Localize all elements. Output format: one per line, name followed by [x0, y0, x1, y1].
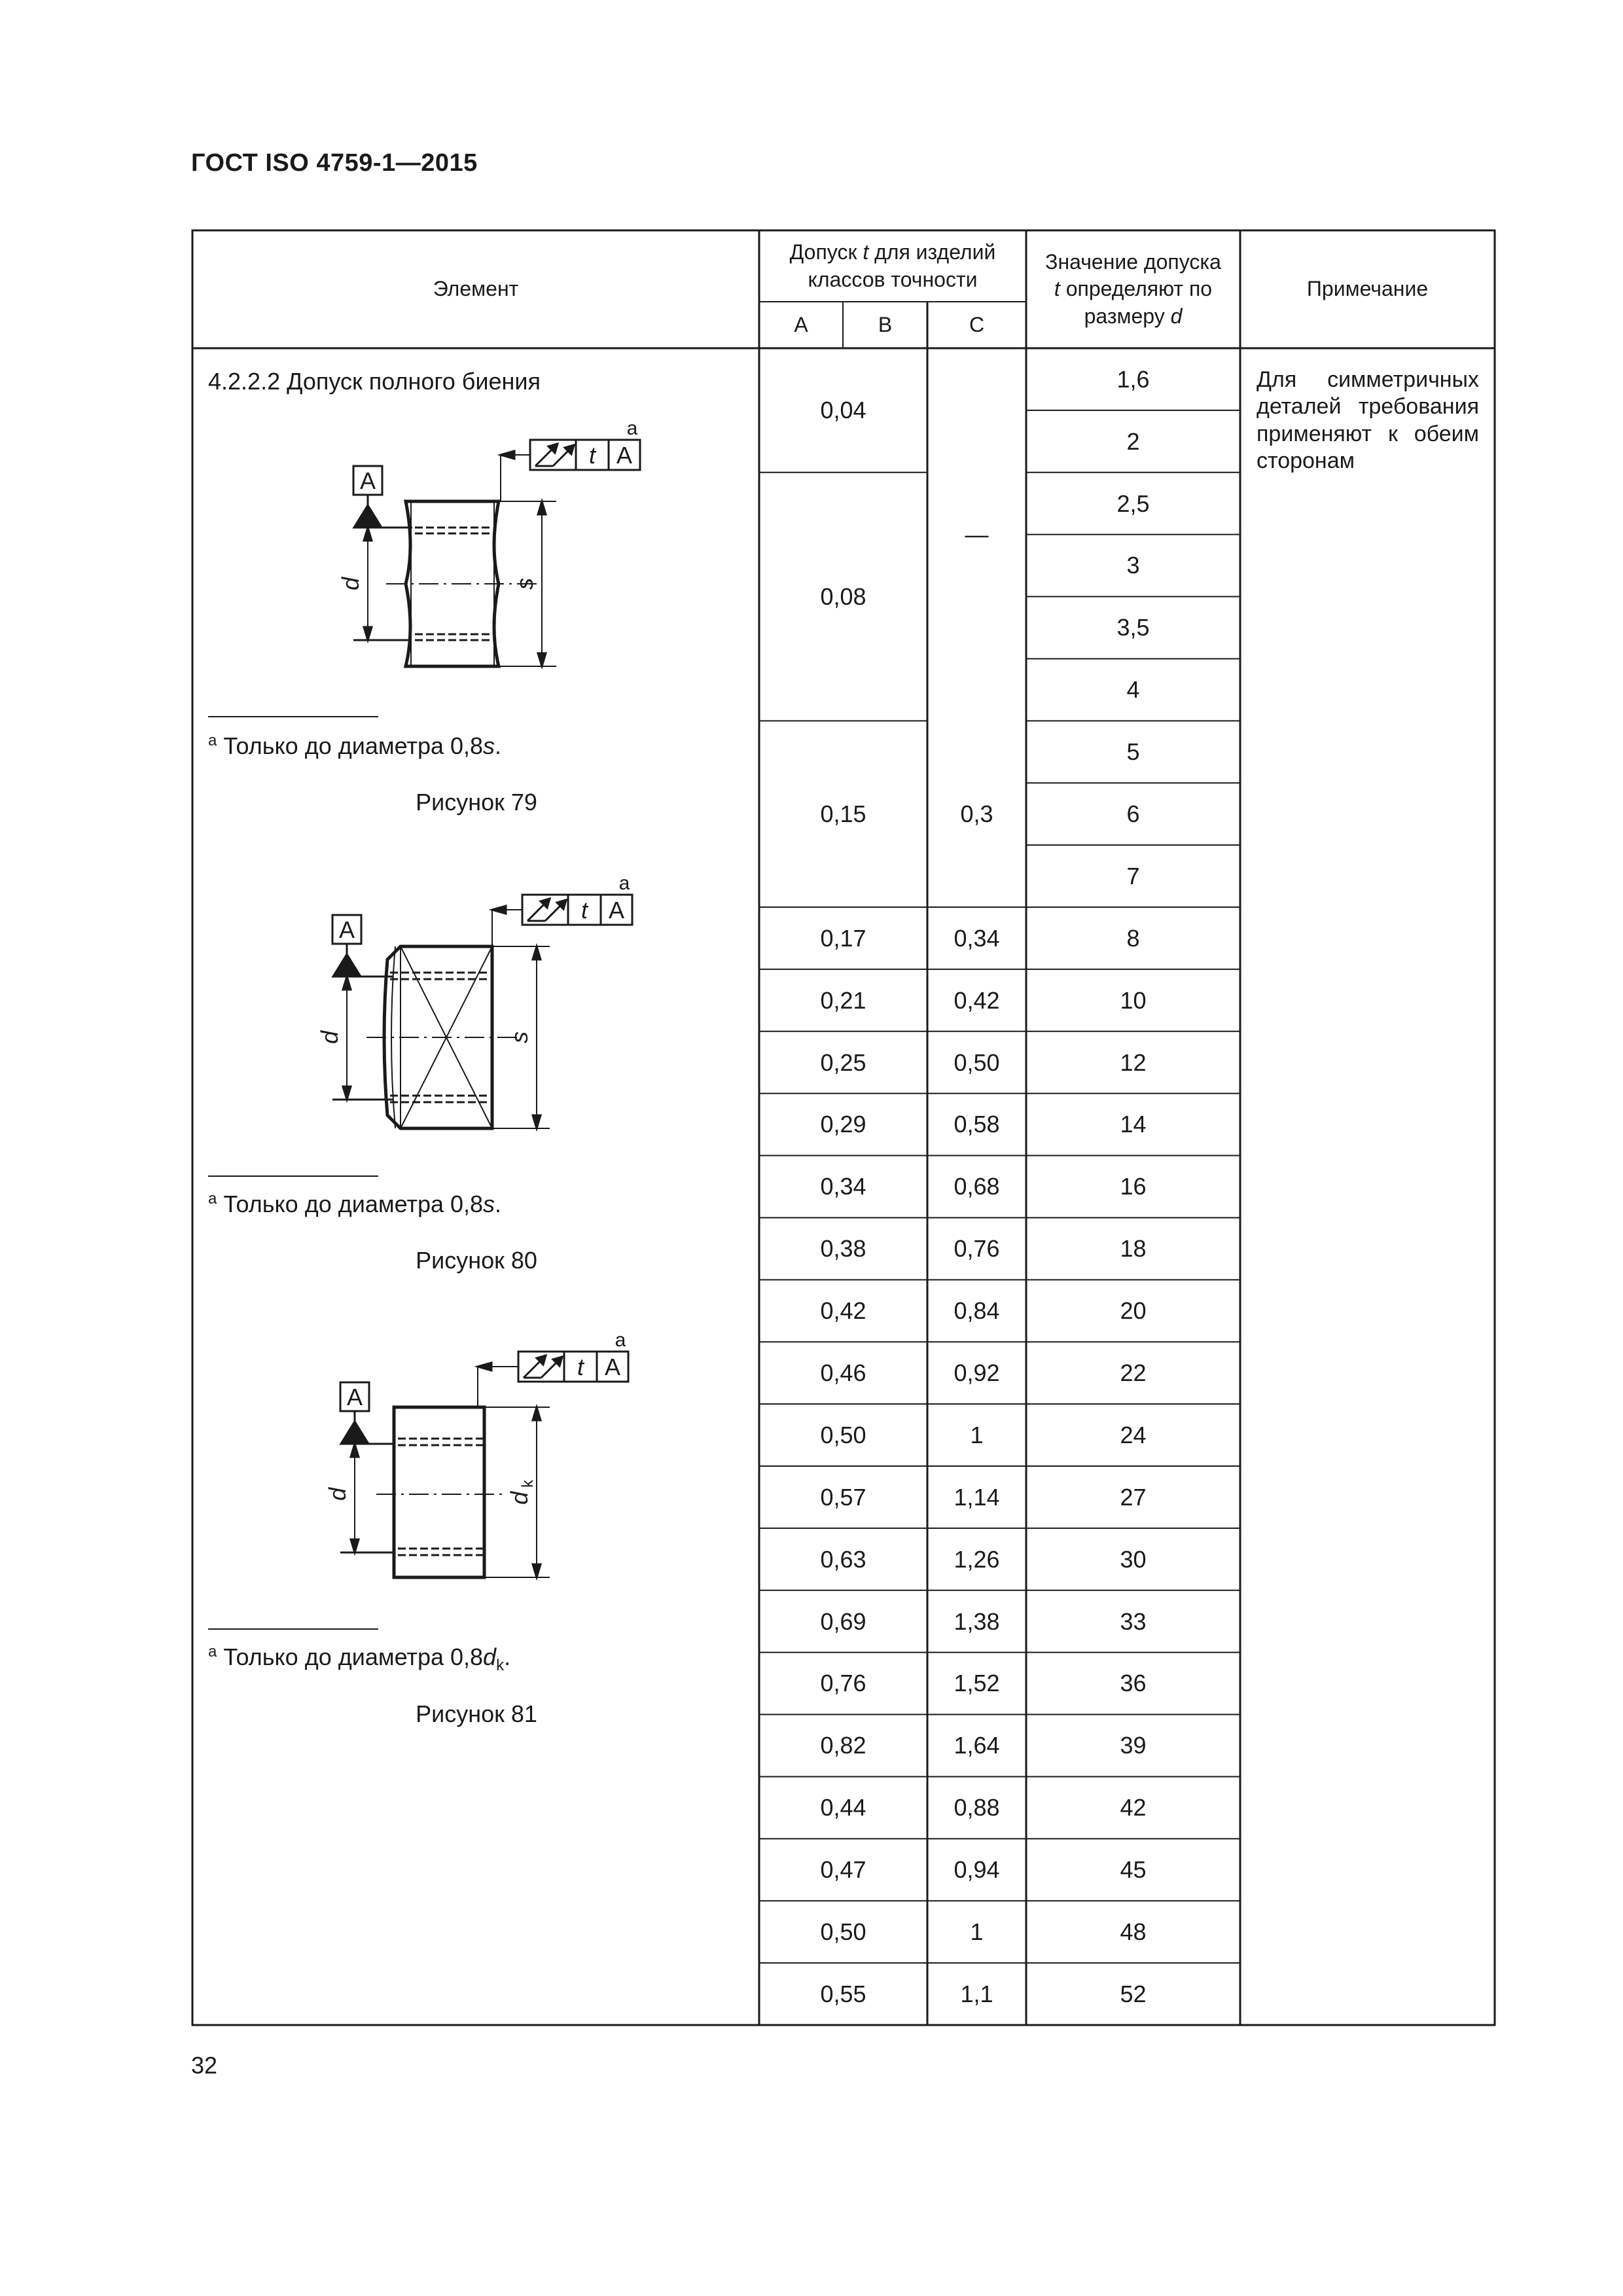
size-value-cell: 3 — [1126, 552, 1140, 579]
size-value-cell: 10 — [1120, 986, 1147, 1014]
size-value-cell: 1,6 — [1116, 365, 1150, 393]
footnote-divider — [208, 1175, 378, 1177]
size-value-cell: 27 — [1120, 1483, 1147, 1511]
caption-figure-81: Рисунок 81 — [416, 1700, 537, 1727]
cell-ab-merged-1: 0,04 — [820, 397, 866, 424]
c-value-cell: 0,84 — [954, 1297, 1000, 1325]
size-value-cell: 5 — [1126, 738, 1140, 766]
footnote-marker: a — [615, 1329, 626, 1351]
dk-subscript: k — [519, 1480, 537, 1488]
ab-value-cell: 0,21 — [820, 986, 866, 1014]
tolerance-symbol: t — [580, 897, 588, 924]
diameter-label: d — [324, 1487, 351, 1501]
note-text: Для симметричных деталей требования применяют к обеим сторонам — [1257, 367, 1479, 474]
dk-label: d — [506, 1491, 533, 1505]
header-class-a: А — [794, 312, 808, 336]
element-heading: 4.2.2.2 Допуск полного биения — [208, 368, 541, 395]
size-value-cell: 3,5 — [1116, 614, 1150, 641]
c-value-cell: 1 — [970, 1918, 984, 1945]
c-value-cell: 1,26 — [954, 1545, 1000, 1573]
header-tolerance-classes: Допуск t для изделий классов точности — [789, 240, 996, 291]
footnote-figure-81: $^a$ Только до диаметра $0,8d_k$. — [208, 1643, 511, 1675]
page-number: 32 — [191, 2052, 218, 2079]
ab-value-cell: 0,82 — [820, 1732, 866, 1759]
footnote-figure-79: $^a$ Только до диаметра 0,8s. — [208, 732, 502, 759]
c-value-cell: 1,38 — [954, 1607, 1000, 1635]
cell-ab-merged-2: 0,08 — [820, 583, 866, 610]
ab-value-cell: 0,34 — [820, 1173, 866, 1200]
c-value-cell: 0,50 — [954, 1049, 1000, 1076]
c-value-cell: 0,68 — [954, 1173, 1000, 1200]
datum-label: A — [359, 467, 376, 494]
tolerance-symbol: t — [588, 442, 596, 469]
size-value-cell: 4 — [1126, 676, 1140, 704]
size-value-cell: 6 — [1126, 800, 1140, 827]
size-value-cell: 22 — [1120, 1359, 1147, 1386]
c-value-cell: 0,42 — [954, 986, 1000, 1014]
c-value-cell: 0,88 — [954, 1794, 1000, 1821]
size-value-cell: 20 — [1120, 1297, 1147, 1325]
ab-value-cell: 0,69 — [820, 1607, 866, 1635]
ab-value-cell: 0,50 — [820, 1421, 866, 1448]
footnote-divider — [208, 1628, 378, 1630]
ab-value-cell: 0,44 — [820, 1794, 866, 1821]
width-label: s — [511, 578, 538, 590]
c-value-cell: 1,64 — [954, 1732, 1000, 1759]
size-value-cell: 45 — [1120, 1856, 1147, 1884]
datum-label: A — [346, 1384, 363, 1410]
ab-value-cell: 0,57 — [820, 1483, 866, 1511]
size-value-cell: 36 — [1120, 1670, 1147, 1697]
c-value-cell: 0,76 — [954, 1235, 1000, 1263]
size-value-cell: 14 — [1120, 1111, 1147, 1138]
ab-value-cell: 0,50 — [820, 1918, 866, 1945]
size-value-cell: 52 — [1120, 1980, 1147, 2007]
cell-ab-merged-3: 0,15 — [820, 800, 866, 827]
footnote-marker: a — [626, 418, 638, 439]
datum-label: A — [338, 916, 355, 943]
size-value-cell: 2 — [1126, 427, 1140, 455]
size-value-cell: 24 — [1120, 1421, 1147, 1448]
ab-value-cell: 0,55 — [820, 1980, 866, 2007]
size-value-cell: 42 — [1120, 1794, 1147, 1821]
footnote-divider — [208, 716, 378, 717]
ab-value-cell: 0,46 — [820, 1359, 866, 1386]
footnote-figure-80: $^a$ Только до диаметра 0,8s. — [208, 1190, 502, 1217]
tolerance-symbol: t — [577, 1354, 584, 1380]
header-note: Примечание — [1306, 277, 1429, 301]
diameter-label: d — [316, 1030, 343, 1045]
c-value-cell: 0,92 — [954, 1359, 1000, 1386]
cell-c-merged-2: 0,3 — [960, 800, 993, 827]
footnote-marker: a — [618, 872, 630, 894]
datum-ref: A — [616, 442, 633, 469]
ab-value-cell: 0,17 — [820, 924, 866, 952]
c-value-cell: 1,52 — [954, 1670, 1000, 1697]
size-value-cell: 33 — [1120, 1607, 1147, 1635]
ab-value-cell: 0,63 — [820, 1545, 866, 1573]
caption-figure-80: Рисунок 80 — [416, 1247, 537, 1274]
size-value-cell: 16 — [1120, 1173, 1147, 1200]
header-element: Элемент — [433, 277, 519, 301]
c-value-cell: 1,1 — [960, 1980, 993, 2007]
size-value-cell: 39 — [1120, 1732, 1147, 1759]
cell-c-merged-dash: — — [965, 520, 989, 548]
ab-value-cell: 0,38 — [820, 1235, 866, 1263]
c-value-cell: 0,34 — [954, 924, 1000, 952]
ab-value-cell: 0,47 — [820, 1856, 866, 1884]
size-value-cell: 18 — [1120, 1235, 1147, 1263]
size-value-cell: 8 — [1126, 924, 1140, 952]
ab-value-cell: 0,42 — [820, 1297, 866, 1325]
c-value-cell: 0,94 — [954, 1856, 1000, 1884]
size-value-cell: 48 — [1120, 1918, 1147, 1945]
header-class-b: В — [878, 312, 893, 336]
size-value-cell: 7 — [1126, 862, 1140, 889]
size-value-cell: 2,5 — [1116, 490, 1150, 517]
header-class-c: С — [969, 312, 985, 336]
ab-value-cell: 0,25 — [820, 1049, 866, 1076]
size-value-cell: 12 — [1120, 1049, 1147, 1076]
datum-ref: A — [608, 897, 625, 924]
caption-figure-79: Рисунок 79 — [416, 789, 537, 816]
document-title: ГОСТ ISO 4759-1—2015 — [191, 149, 478, 177]
ab-value-cell: 0,29 — [820, 1111, 866, 1138]
size-value-cell: 30 — [1120, 1545, 1147, 1573]
c-value-cell: 0,58 — [954, 1111, 1000, 1138]
width-label: s — [506, 1031, 533, 1043]
c-value-cell: 1 — [970, 1421, 984, 1448]
diameter-label: d — [337, 577, 364, 591]
c-value-cell: 1,14 — [954, 1483, 1000, 1511]
header-tolerance-value: Значение допуска t определяют по размеру d — [1045, 249, 1221, 328]
ab-value-cell: 0,76 — [820, 1670, 866, 1697]
datum-ref: A — [604, 1354, 621, 1380]
